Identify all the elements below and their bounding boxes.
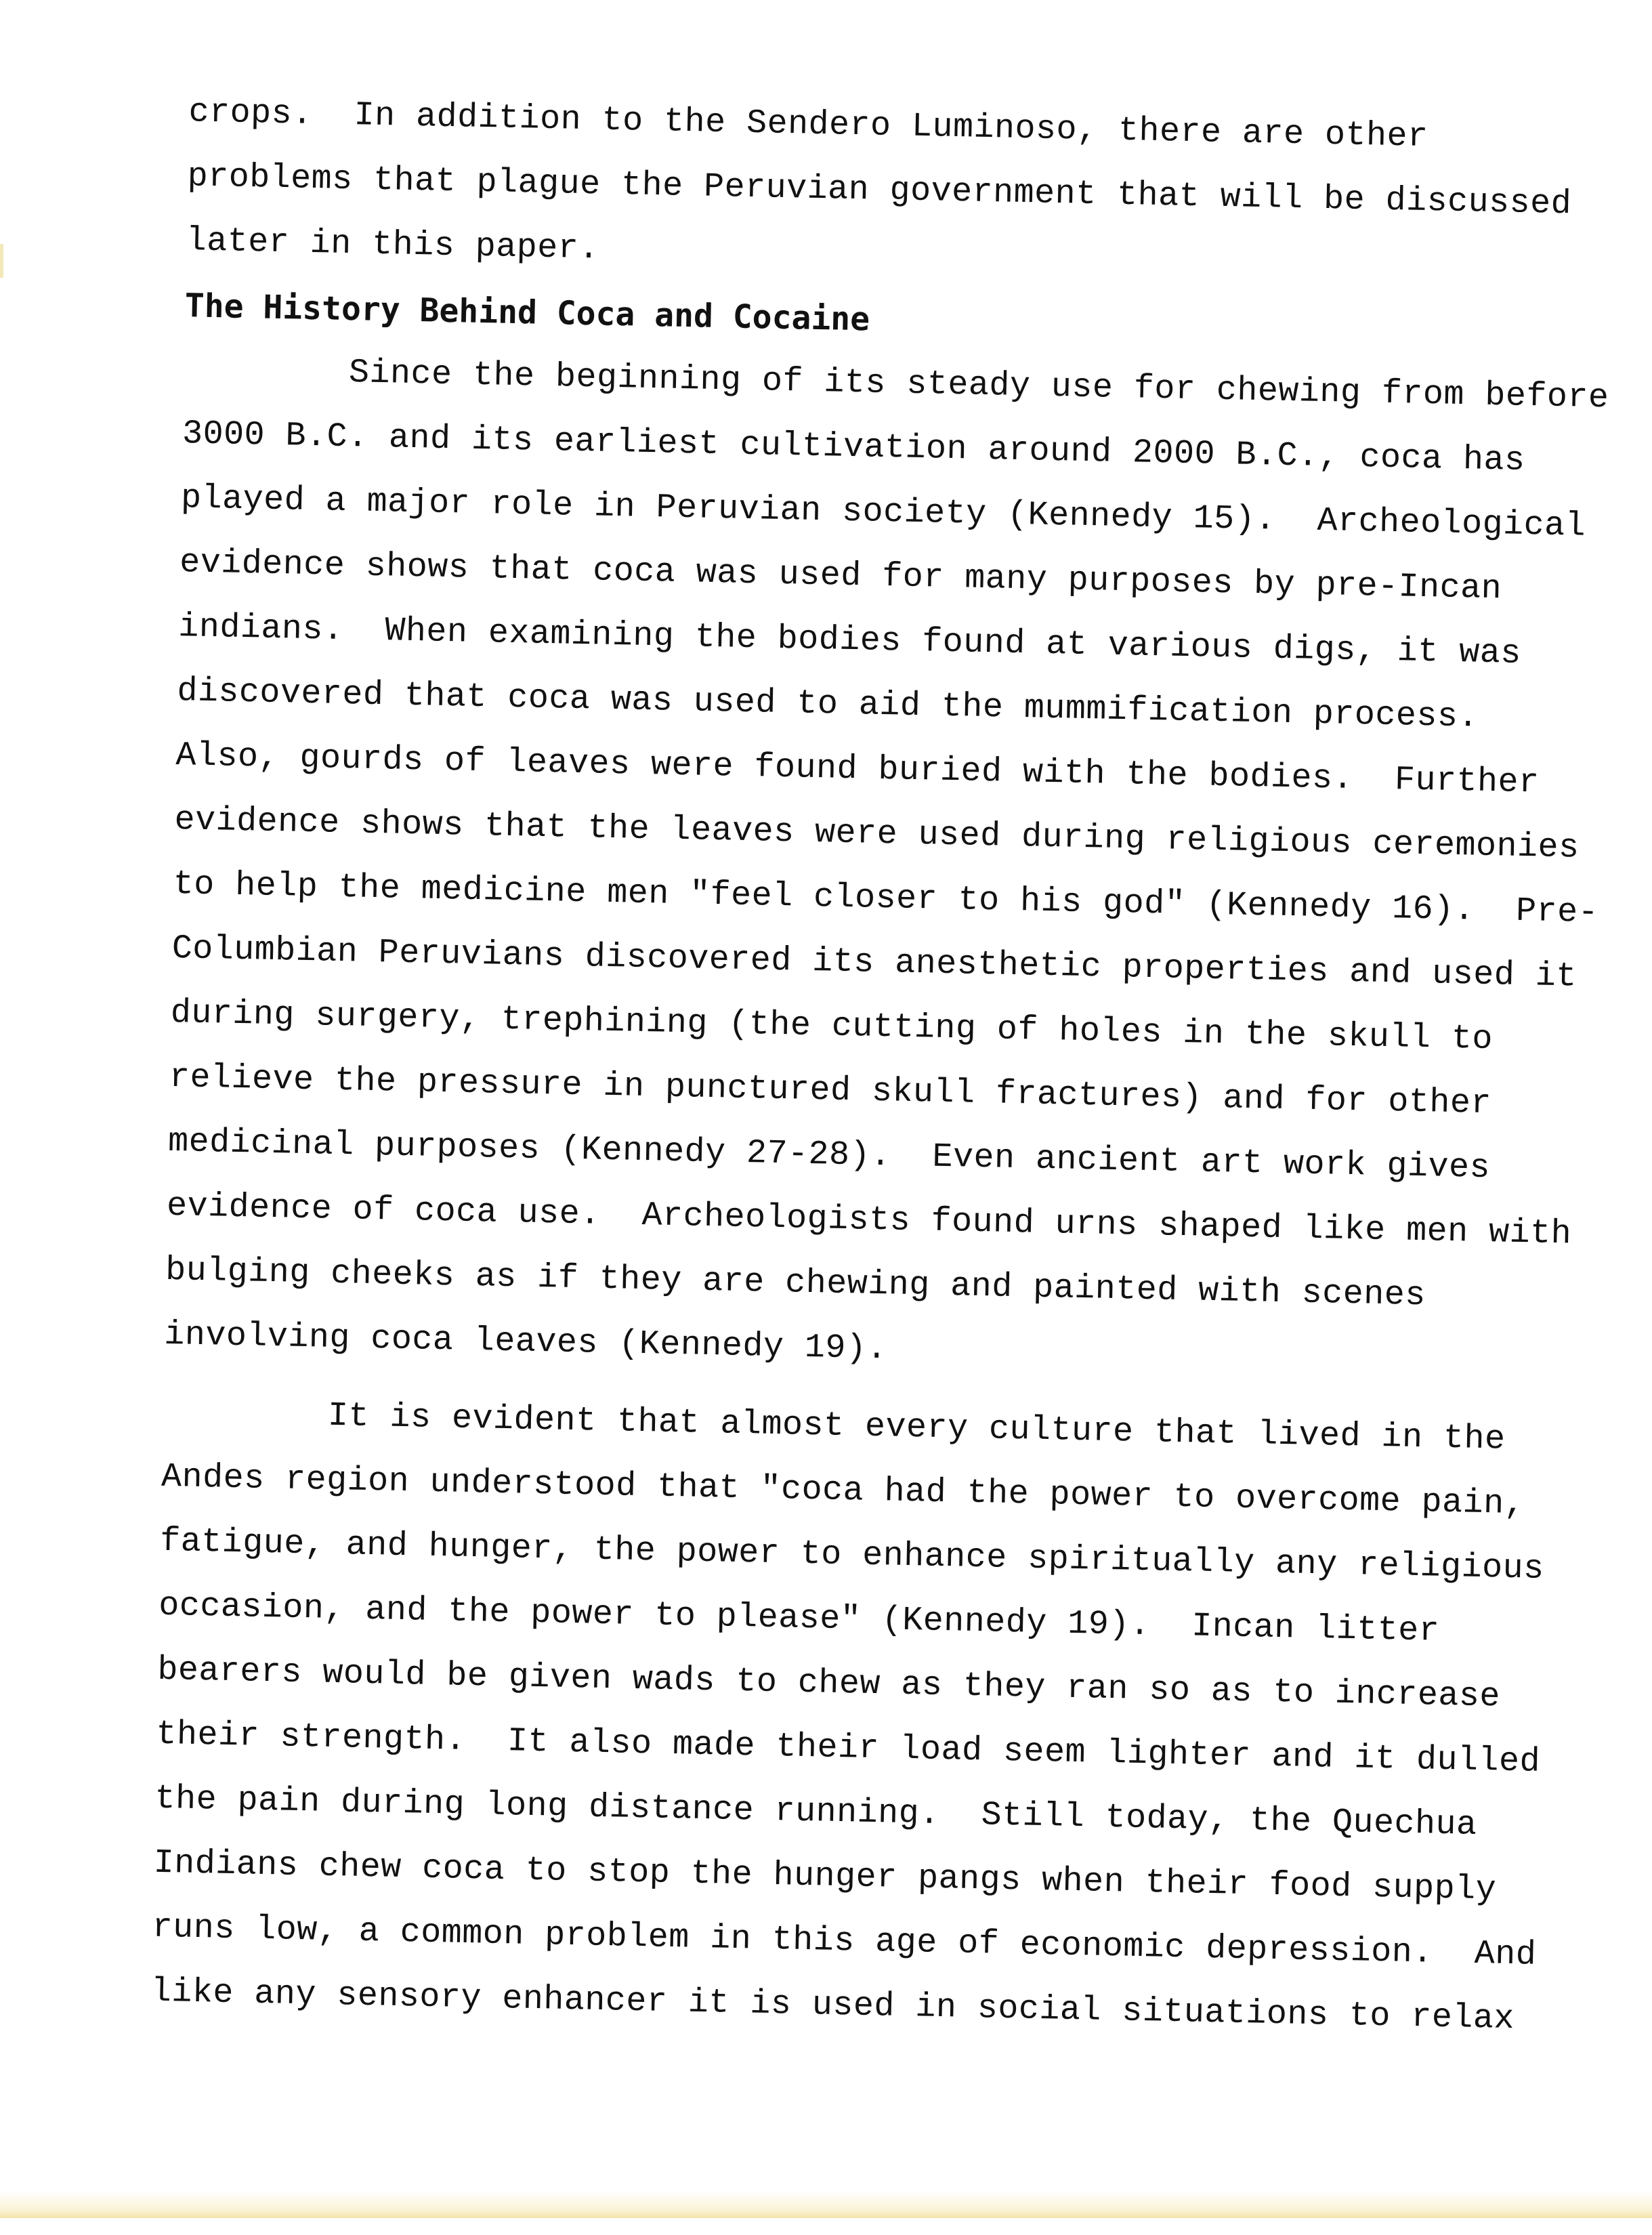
paragraph-1-line: to help the medicine men "feel closer to his god" (Kennedy 16). Pre- <box>173 864 1599 933</box>
paragraph-2-line: fatigue, and hunger, the power to enhance spiritually any religious <box>159 1522 1545 1589</box>
paragraph-1-line: medicinal purposes (Kennedy 27-28). Even ancient art work gives <box>167 1122 1491 1188</box>
paragraph-1-line: indians. When examining the bodies found at various digs, it was <box>177 608 1522 673</box>
paragraph-2-line: It is evident that almost every culture that lived in the <box>162 1393 1506 1459</box>
paragraph-2-line: runs low, a common problem in this age of economic depression. And <box>152 1908 1537 1975</box>
paragraph-1-line: discovered that coca was used to aid the mummification process. <box>176 672 1479 737</box>
page-bottom-edge <box>0 2191 1652 2218</box>
scan-edge-mark <box>0 244 3 278</box>
section-heading: The History Behind Coca and Cocaine <box>184 287 870 339</box>
paragraph-1-line: evidence shows that the leaves were used during religious ceremonies <box>174 801 1580 868</box>
paragraph-1-line: Columbian Peruvians discovered its anesthetic properties and used it <box>171 929 1577 997</box>
paragraph-2-line: like any sensory enhancer it is used in social situations to relax <box>150 1972 1515 2039</box>
continuation-line: crops. In addition to the Sendero Luminoso, there are other <box>188 93 1429 156</box>
paragraph-1-line: evidence shows that coca was used for many purposes by pre-Incan <box>179 543 1502 609</box>
continuation-line: later in this paper. <box>186 222 600 269</box>
paragraph-1-line: Since the beginning of its steady use for chewing from before <box>183 350 1609 418</box>
paragraph-2-line: Indians chew coca to stop the hunger pangs when their food supply <box>153 1843 1497 1910</box>
paragraph-2-line: the pain during long distance running. Still today, the Quechua <box>154 1779 1478 1845</box>
paragraph-1-line: 3000 B.C. and its earliest cultivation around 2000 B.C., coca has <box>182 415 1526 480</box>
paragraph-1-line: played a major role in Peruvian society (Kennedy 15). Archeological <box>180 479 1586 546</box>
paragraph-2-line: Andes region understood that "coca had the power to overcome pain, <box>161 1457 1525 1524</box>
continuation-line: problems that plague the Peruvian government that will be discussed <box>187 157 1572 224</box>
paragraph-2-line: their strength. It also made their load seem lighter and it dulled <box>155 1715 1541 1782</box>
paragraph-1-line: during surgery, trephining (the cutting of holes in the skull to <box>170 993 1494 1060</box>
paragraph-1-line: involving coca leaves (Kennedy 19). <box>163 1315 888 1369</box>
paragraph-1-line: bulging cheeks as if they are chewing and painted with scenes <box>165 1251 1426 1316</box>
paragraph-1-line: Also, gourds of leaves were found buried with the bodies. Further <box>175 736 1540 803</box>
paragraph-1-line: evidence of coca use. Archeologists found urns shaped like men with <box>166 1186 1572 1254</box>
paragraph-2-line: bearers would be given wads to chew as they ran so as to increase <box>156 1650 1501 1717</box>
paragraph-1-line: relieve the pressure in punctured skull fractures) and for other <box>169 1058 1492 1124</box>
paragraph-2-line: occasion, and the power to please" (Kennedy 19). Incan litter <box>158 1586 1440 1651</box>
